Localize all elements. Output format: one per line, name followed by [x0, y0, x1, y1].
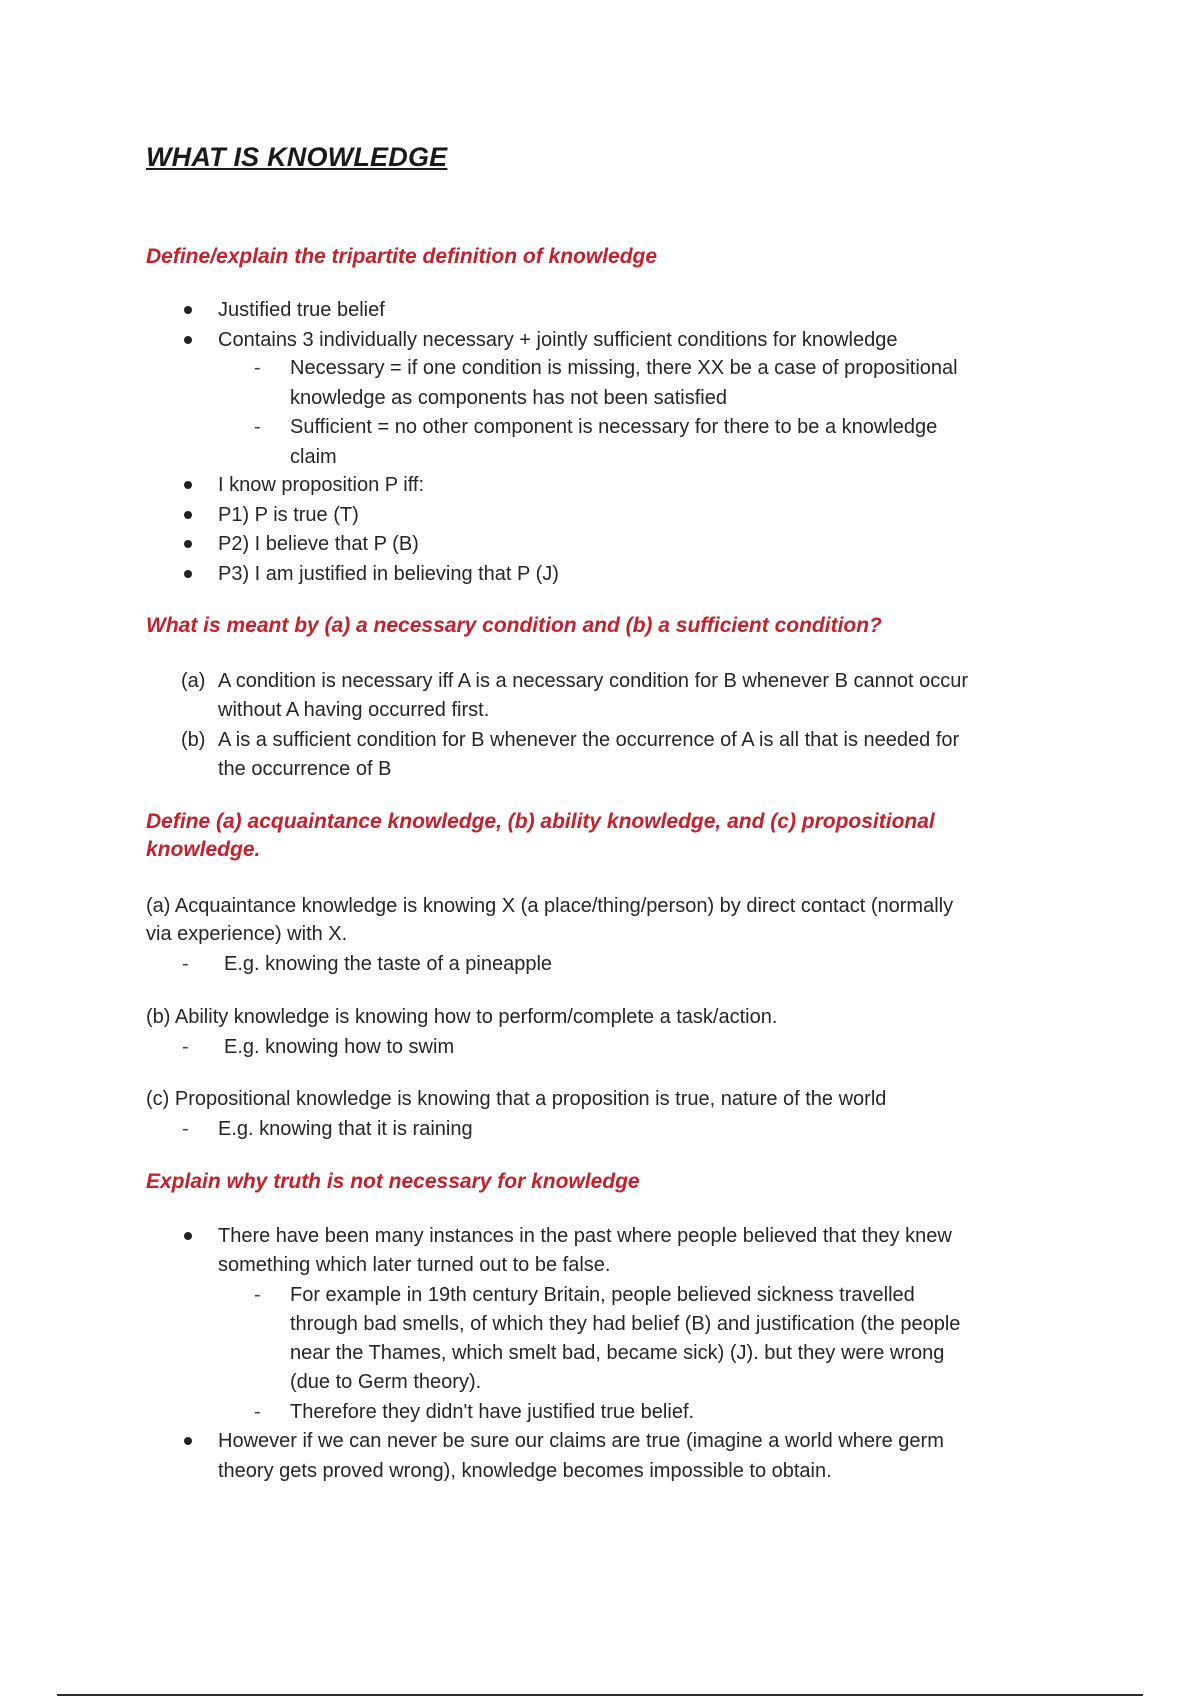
sub-list-item-cont: through bad smells, of which they had belief (B) and justification (the people — [290, 1313, 961, 1335]
sub-list-item-cont: (due to Germ theory). — [290, 1371, 482, 1393]
sub-list-item: Sufficient = no other component is necessary for there to be a knowledge — [290, 416, 938, 438]
list-item: Contains 3 individually necessary + jointly sufficient conditions for knowledge — [218, 329, 898, 351]
sub-list-item: Therefore they didn't have justified true belief. — [290, 1401, 695, 1423]
list-item-cont: something which later turned out to be false. — [218, 1254, 611, 1276]
page-title: WHAT IS KNOWLEDGE — [146, 142, 448, 172]
section-heading-conditions: What is meant by (a) a necessary condition and (b) a sufficient condition? — [146, 614, 882, 637]
list-item-cont: without A having occurred first. — [218, 699, 490, 721]
dash-icon: - — [182, 1036, 189, 1058]
bullet-icon — [184, 540, 192, 548]
section-heading-tripartite: Define/explain the tripartite definition of knowledge — [146, 245, 658, 268]
example-line: E.g. knowing how to swim — [224, 1036, 455, 1058]
paragraph-line: (a) Acquaintance knowledge is knowing X (a place/thing/person) by direct contact (normally — [146, 895, 954, 917]
example-line: E.g. knowing that it is raining — [218, 1118, 473, 1140]
page-bottom-rule — [57, 1694, 1143, 1696]
sub-list-item-cont: near the Thames, which smelt bad, became sick) (J). but they were wrong — [290, 1342, 945, 1364]
list-item: P1) P is true (T) — [218, 504, 359, 526]
list-marker-b: (b) — [181, 729, 206, 751]
section-heading-types-cont: knowledge. — [146, 838, 261, 861]
section-heading-truth: Explain why truth is not necessary for knowledge — [146, 1170, 640, 1193]
sub-list-item-cont: knowledge as components has not been satisfied — [290, 387, 727, 409]
dash-icon: - — [254, 1284, 261, 1306]
list-item: There have been many instances in the past where people believed that they knew — [218, 1225, 952, 1247]
list-marker-a: (a) — [181, 670, 206, 692]
paragraph-line: via experience) with X. — [146, 923, 348, 945]
dash-icon: - — [182, 953, 189, 975]
dash-icon: - — [254, 1401, 261, 1423]
bullet-icon — [184, 1437, 192, 1445]
bullet-icon — [184, 481, 192, 489]
sub-list-item-cont: claim — [290, 446, 337, 468]
bullet-icon — [184, 336, 192, 344]
section-heading-types: Define (a) acquaintance knowledge, (b) ability knowledge, and (c) propositional — [146, 810, 935, 833]
example-line: E.g. knowing the taste of a pineapple — [224, 953, 553, 975]
bullet-icon — [184, 1232, 192, 1240]
paragraph-line: (b) Ability knowledge is knowing how to perform/complete a task/action. — [146, 1006, 778, 1028]
dash-icon: - — [182, 1118, 189, 1140]
list-item: P3) I am justified in believing that P (J) — [218, 563, 559, 585]
list-item-cont: the occurrence of B — [218, 758, 392, 780]
list-item: A is a sufficient condition for B whenever the occurrence of A is all that is needed for — [218, 729, 960, 751]
bullet-icon — [184, 570, 192, 578]
sub-list-item: For example in 19th century Britain, people believed sickness travelled — [290, 1284, 915, 1306]
list-item-cont: theory gets proved wrong), knowledge becomes impossible to obtain. — [218, 1460, 832, 1482]
list-item: However if we can never be sure our claims are true (imagine a world where germ — [218, 1430, 944, 1452]
bullet-icon — [184, 306, 192, 314]
bullet-icon — [184, 511, 192, 519]
dash-icon: - — [254, 357, 261, 379]
list-item: I know proposition P iff: — [218, 474, 425, 496]
list-item: A condition is necessary iff A is a necessary condition for B whenever B cannot occur — [218, 670, 969, 692]
list-item: P2) I believe that P (B) — [218, 533, 419, 555]
dash-icon: - — [254, 416, 261, 438]
paragraph-line: (c) Propositional knowledge is knowing that a proposition is true, nature of the world — [146, 1088, 887, 1110]
list-item: Justified true belief — [218, 299, 385, 321]
sub-list-item: Necessary = if one condition is missing, there XX be a case of propositional — [290, 357, 958, 379]
